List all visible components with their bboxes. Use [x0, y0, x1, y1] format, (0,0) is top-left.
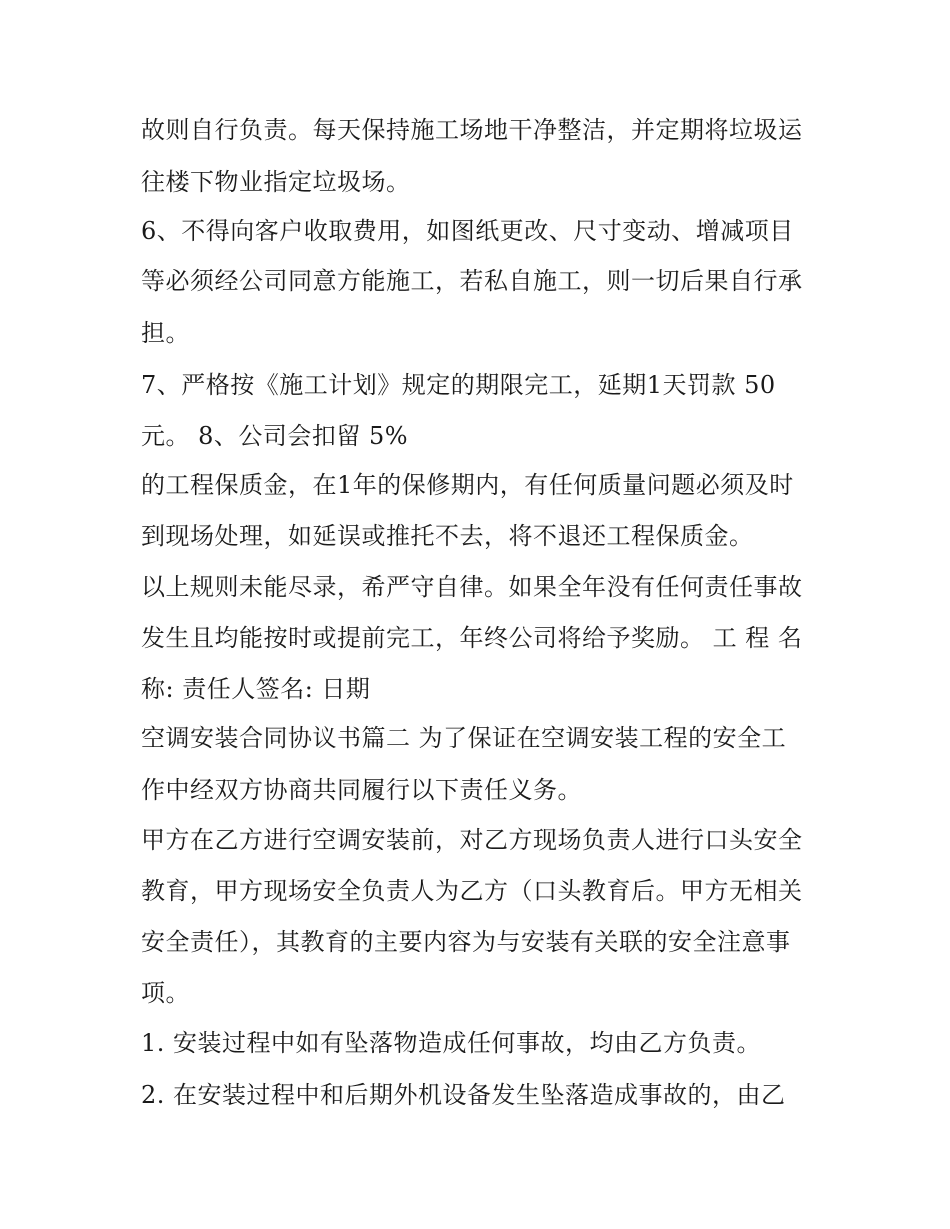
text-line: 甲方在乙方进行空调安装前，对乙方现场负责人进行口头安全: [141, 826, 803, 854]
text-line: 称: 责任人签名: 日期: [141, 675, 371, 703]
text-line: 作中经双方协商共同履行以下责任义务。: [141, 776, 582, 804]
text-line: 等必须经公司同意方能施工，若私自施工，则一切后果自行承: [141, 267, 803, 295]
text-line: 空调安装合同协议书篇二 为了保证在空调安装工程的安全工: [141, 724, 787, 752]
text-line: 7、严格按《施工计划》规定的期限完工，延期1天罚款 50: [141, 371, 776, 399]
text-line: 往楼下物业指定垃圾场。: [141, 168, 411, 196]
text-line: 6、不得向客户收取费用，如图纸更改、尺寸变动、增减项目: [141, 217, 794, 245]
text-line: 1. 安装过程中如有坠落物造成任何事故，均由乙方负责。: [141, 1029, 762, 1057]
text-line: 故则自行负责。每天保持施工场地干净整洁，并定期将垃圾运: [141, 116, 803, 144]
text-line: 安全责任），其教育的主要内容为与安装有关联的安全注意事: [141, 928, 791, 956]
text-line: 到现场处理，如延误或推托不去，将不退还工程保质金。: [141, 522, 754, 550]
text-line: 发生且均能按时或提前完工，年终公司将给予奖励。 工 程 名: [141, 624, 803, 652]
text-line: 以上规则未能尽录，希严守自律。如果全年没有任何责任事故: [141, 573, 803, 601]
text-line: 的工程保质金，在1年的保修期内，有任何质量问题必须及时: [141, 471, 794, 499]
text-line: 项。: [141, 979, 190, 1007]
text-line: 元。 8、公司会扣留 5%: [141, 422, 409, 450]
text-line: 2. 在安装过程中和后期外机设备发生坠落造成事故的，由乙: [141, 1081, 786, 1109]
text-line: 担。: [141, 319, 190, 347]
text-line: 教育，甲方现场安全负责人为乙方（口头教育后。甲方无相关: [141, 877, 803, 905]
